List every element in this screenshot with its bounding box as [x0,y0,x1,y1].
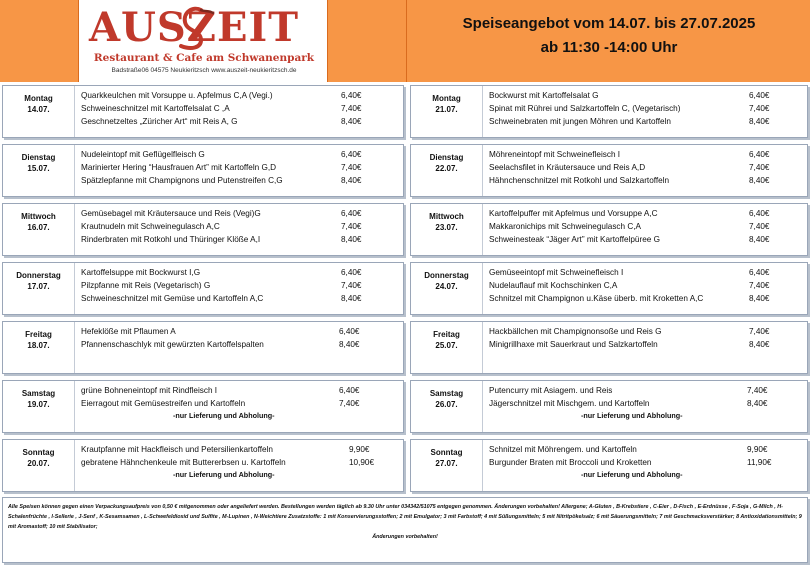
day-block [2,439,404,492]
day-label [411,145,483,196]
day-date: 20.07. [27,459,50,468]
dish-name: Schnitzel mit Champignon u.Käse überb. mit Kroketten A,C [489,294,704,303]
day-block [410,380,808,433]
day-block [410,262,808,315]
dish-row [489,279,803,292]
day-name: Dienstag [21,153,56,162]
dish-list [81,207,399,246]
day-date: 26.07. [435,400,458,409]
dish-price: 8,40€ [341,294,362,303]
day-name: Donnerstag [16,271,61,280]
day-label [3,86,75,137]
dish-price: 6,40€ [749,91,770,100]
dish-price: 7,40€ [341,104,362,113]
day-name: Mittwoch [21,212,56,221]
dish-name: Seelachsfilet in Kräutersauce und Reis A,D [489,163,646,172]
dish-row [489,174,803,187]
day-name: Samstag [21,389,56,398]
dish-list [81,266,399,305]
dish-price: 8,40€ [749,340,770,349]
dish-name: Nudelauflauf mit Kochschinken C,A [489,281,618,290]
day-name: Donnerstag [424,271,469,280]
day-block [2,85,404,138]
dish-row [81,325,399,338]
dish-row [489,207,803,220]
dish-row [81,292,399,305]
day-label [411,322,483,373]
day-block [410,203,808,256]
dish-name: Gemüsebagel mit Kräutersauce und Reis (Vegi)G [81,209,261,218]
dish-price: 6,40€ [339,327,360,336]
dish-name: Jägerschnitzel mit Mischgem. und Kartoffeln [489,399,650,408]
dish-list [489,443,803,481]
header-bar [0,0,810,82]
day-block [410,85,808,138]
day-date: 17.07. [27,282,50,291]
dish-name: grüne Bohneneintopf mit Rindfleisch I [81,386,218,395]
dish-row [81,207,399,220]
day-block [410,144,808,197]
dish-row [489,115,803,128]
day-date: 14.07. [27,105,50,114]
dish-row [489,102,803,115]
swan-icon [171,4,217,52]
day-label [411,204,483,255]
dish-name: Krautnudeln mit Schweinegulasch A,C [81,222,220,231]
dish-row [489,220,803,233]
dish-list [81,384,399,422]
logo-wordmark: AUSZEIT [89,4,299,51]
day-label [3,440,75,491]
dish-row [81,102,399,115]
dish-row [81,384,399,397]
dish-price: 7,40€ [341,281,362,290]
dish-row [81,279,399,292]
dish-list [489,207,803,246]
dish-price: 7,40€ [747,386,768,395]
day-label [3,322,75,373]
dish-list [81,325,399,351]
dish-price: 7,40€ [341,222,362,231]
dish-price: 8,40€ [749,294,770,303]
dish-row [81,161,399,174]
dish-price: 7,40€ [749,163,770,172]
day-date: 24.07. [435,282,458,291]
dish-name: Schweineschnitzel mit Gemüse und Kartoffeln A,C [81,294,264,303]
day-date: 15.07. [27,164,50,173]
dish-price: 8,40€ [339,340,360,349]
dish-row [489,148,803,161]
dish-name: Kartoffelsuppe mit Bockwurst I,G [81,268,201,277]
dish-price: 9,90€ [349,445,370,454]
dish-price: 6,40€ [339,386,360,395]
dish-price: 8,40€ [747,399,768,408]
dish-name: Rinderbraten mit Rotkohl und Thüringer Klöße A,I [81,235,261,244]
dish-row [81,443,399,456]
dish-row [489,384,803,397]
day-label [3,263,75,314]
day-date: 21.07. [435,105,458,114]
dish-name: Gemüseeintopf mit Schweinefleisch I [489,268,624,277]
dish-name: Kartoffelpuffer mit Apfelmus und Vorsuppe A,C [489,209,658,218]
dish-price: 6,40€ [749,150,770,159]
dish-name: Spinat mit Rührei und Salzkartoffeln C, (Vegetarisch) [489,104,681,113]
dish-row [489,161,803,174]
day-label [3,381,75,432]
day-date: 18.07. [27,341,50,350]
dish-price: 7,40€ [749,327,770,336]
restaurant-logo [78,0,328,82]
day-label [411,381,483,432]
dish-price: 7,40€ [341,163,362,172]
header-left-panel [0,0,78,82]
dish-price: 6,40€ [341,268,362,277]
day-block [410,321,808,374]
dish-row [489,266,803,279]
dish-name: Schweinebraten mit jungen Möhren und Kartoffeln [489,117,671,126]
dish-name: Pilzpfanne mit Reis (Vegetarisch) G [81,281,211,290]
dish-list [489,148,803,187]
day-name: Freitag [433,330,460,339]
dish-name: Burgunder Braten mit Broccoli und Kroketten [489,458,652,467]
day-block [2,262,404,315]
dish-price: 8,40€ [341,117,362,126]
dish-price: 6,40€ [749,268,770,277]
dish-row [489,443,803,456]
day-name: Montag [24,94,53,103]
dish-name: Schweineschnitzel mit Kartoffelsalat C ,A [81,104,230,113]
day-name: Freitag [25,330,52,339]
dish-row [81,174,399,187]
footer-notes [2,497,808,563]
dish-price: 7,40€ [749,104,770,113]
dish-row [81,397,399,410]
day-date: 25.07. [435,341,458,350]
day-block [410,439,808,492]
dish-price: 11,90€ [747,458,772,467]
dish-list [81,148,399,187]
dish-row [489,325,803,338]
dish-price: 8,40€ [749,117,770,126]
dish-name: Bockwurst mit Kartoffelsalat G [489,91,599,100]
dish-price: 10,90€ [349,458,375,467]
dish-list [489,384,803,422]
delivery-note: -nur Lieferung und Abholung- [173,470,275,479]
day-block [2,380,404,433]
dish-row [81,233,399,246]
dish-name: Putencurry mit Asiagem. und Reis [489,386,613,395]
dish-row [81,115,399,128]
dish-name: Hähnchenschnitzel mit Rotkohl und Salzkartoffeln [489,176,670,185]
dish-name: Schweinesteak “Jäger Art” mit Kartoffelpüree G [489,235,660,244]
dish-name: Marinierter Hering “Hausfrauen Art” mit Kartoffeln G,D [81,163,277,172]
dish-price: 6,40€ [749,209,770,218]
delivery-note: -nur Lieferung und Abholung- [173,411,275,420]
day-label [3,204,75,255]
dish-name: gebratene Hähnchenkeule mit Buttererbsen u. Kartoffeln [81,458,286,467]
dish-name: Krautpfanne mit Hackfleisch und Petersilienkartoffeln [81,445,273,454]
dish-price: 8,40€ [749,235,770,244]
delivery-note: -nur Lieferung und Abholung- [581,470,683,479]
day-label [411,86,483,137]
menu-period-title: Speiseangebot vom 14.07. bis 27.07.2025 [462,15,756,32]
day-label [3,145,75,196]
dish-name: Hefeklöße mit Pflaumen A [81,327,176,336]
day-date: 16.07. [27,223,50,232]
footer-closing: Änderungen vorbehalten! [372,534,438,540]
day-block [2,321,404,374]
dish-name: Eierragout mit Gemüsestreifen und Kartoffeln [81,399,246,408]
dish-price: 8,40€ [749,176,770,185]
dish-row [81,266,399,279]
day-name: Dienstag [429,153,464,162]
dish-price: 7,40€ [749,281,770,290]
dish-row [489,338,803,351]
day-name: Samstag [429,389,464,398]
day-date: 22.07. [435,164,458,173]
day-name: Montag [432,94,461,103]
dish-price: 7,40€ [749,222,770,231]
day-name: Sonntag [430,448,463,457]
delivery-note: -nur Lieferung und Abholung- [581,411,683,420]
dish-row [489,456,803,469]
dish-row [81,220,399,233]
dish-name: Makkaronichips mit Schweinegulasch C,A [489,222,641,231]
dish-list [489,325,803,351]
dish-price: 7,40€ [339,399,360,408]
dish-row [489,89,803,102]
dish-name: Quarkkeulchen mit Vorsuppe u. Apfelmus C,A (Vegi.) [81,91,273,100]
dish-row [489,233,803,246]
dish-row [81,89,399,102]
dish-name: Pfannenschaschlyk mit gewürzten Kartoffelspalten [81,340,264,349]
day-block [2,144,404,197]
day-date: 27.07. [435,459,458,468]
dish-price: 8,40€ [341,176,362,185]
dish-row [81,338,399,351]
dish-price: 6,40€ [341,150,362,159]
day-name: Sonntag [22,448,55,457]
day-label [411,263,483,314]
dish-list [81,89,399,128]
dish-list [81,443,399,481]
dish-list [489,266,803,305]
dish-row [489,292,803,305]
dish-price: 8,40€ [341,235,362,244]
dish-name: Spätzlepfanne mit Champignons und Putenstreifen C,G [81,176,283,185]
day-label [411,440,483,491]
dish-name: Minigrillhaxe mit Sauerkraut und Salzkartoffeln [489,340,658,349]
dish-name: Möhreneintopf mit Schweinefleisch I [489,150,621,159]
dish-row [81,456,399,469]
dish-name: Schnitzel mit Möhrengem. und Kartoffeln [489,445,637,454]
dish-row [81,148,399,161]
logo-address: Badstraße06 04575 Neukieritzsch www.auszeit-neukieritzsch.de [111,67,297,74]
dish-price: 6,40€ [341,209,362,218]
dish-price: 9,90€ [747,445,768,454]
day-date: 19.07. [27,400,50,409]
dish-name: Hackbällchen mit Champignonsoße und Reis G [489,327,662,336]
dish-row [489,397,803,410]
allergen-info: Alle Speisen können gegen einen Verpackungsaufpreis von 0,50 € mitgenommen oder angeliefert werden. Bestellungen werden täglich ab 9.30 Uhr unter 034342/51075 entgegen genommen. Änderungen vorbehalten! Allergene; A-Gluten , B-Krebstiere , C-Eier , D-Fisch , E-Erdnüsse , F-Soja , G-Milch , H-Schalenfrüchte , I-Sellerie , J-Senf , K-Sesamsamen , L-Schwefeldioxid und Sulfite , M-Lupinen , N-Weichtiere Zusatzstoffe: 1 mit Konservierungsstoffen; 2 mit Emulgator; 3 mit Farbstoff; 4 mit Süßungsmitteln; 5 mit Nitritpökelsalz; 6 mit Säuerungsmitteln; 7 mit Geschmacksverstärker; 8 Antioxidationsmitteln; 9 mit Aromastoff; 10 mit Stabilisator; [8,504,802,530]
header-title-panel [406,0,810,82]
service-hours: ab 11:30 -14:00 Uhr [540,39,678,56]
dish-price: 6,40€ [341,91,362,100]
day-name: Mittwoch [429,212,464,221]
dish-name: Geschnetzeltes „Züricher Art“ mit Reis A, G [81,117,238,126]
day-block [2,203,404,256]
logo-subtitle: Restaurant & Cafe am Schwanenpark [93,52,315,64]
day-date: 23.07. [435,223,458,232]
header-middle-panel [328,0,406,82]
dish-list [489,89,803,128]
dish-name: Nudeleintopf mit Geflügelfleisch G [81,150,205,159]
